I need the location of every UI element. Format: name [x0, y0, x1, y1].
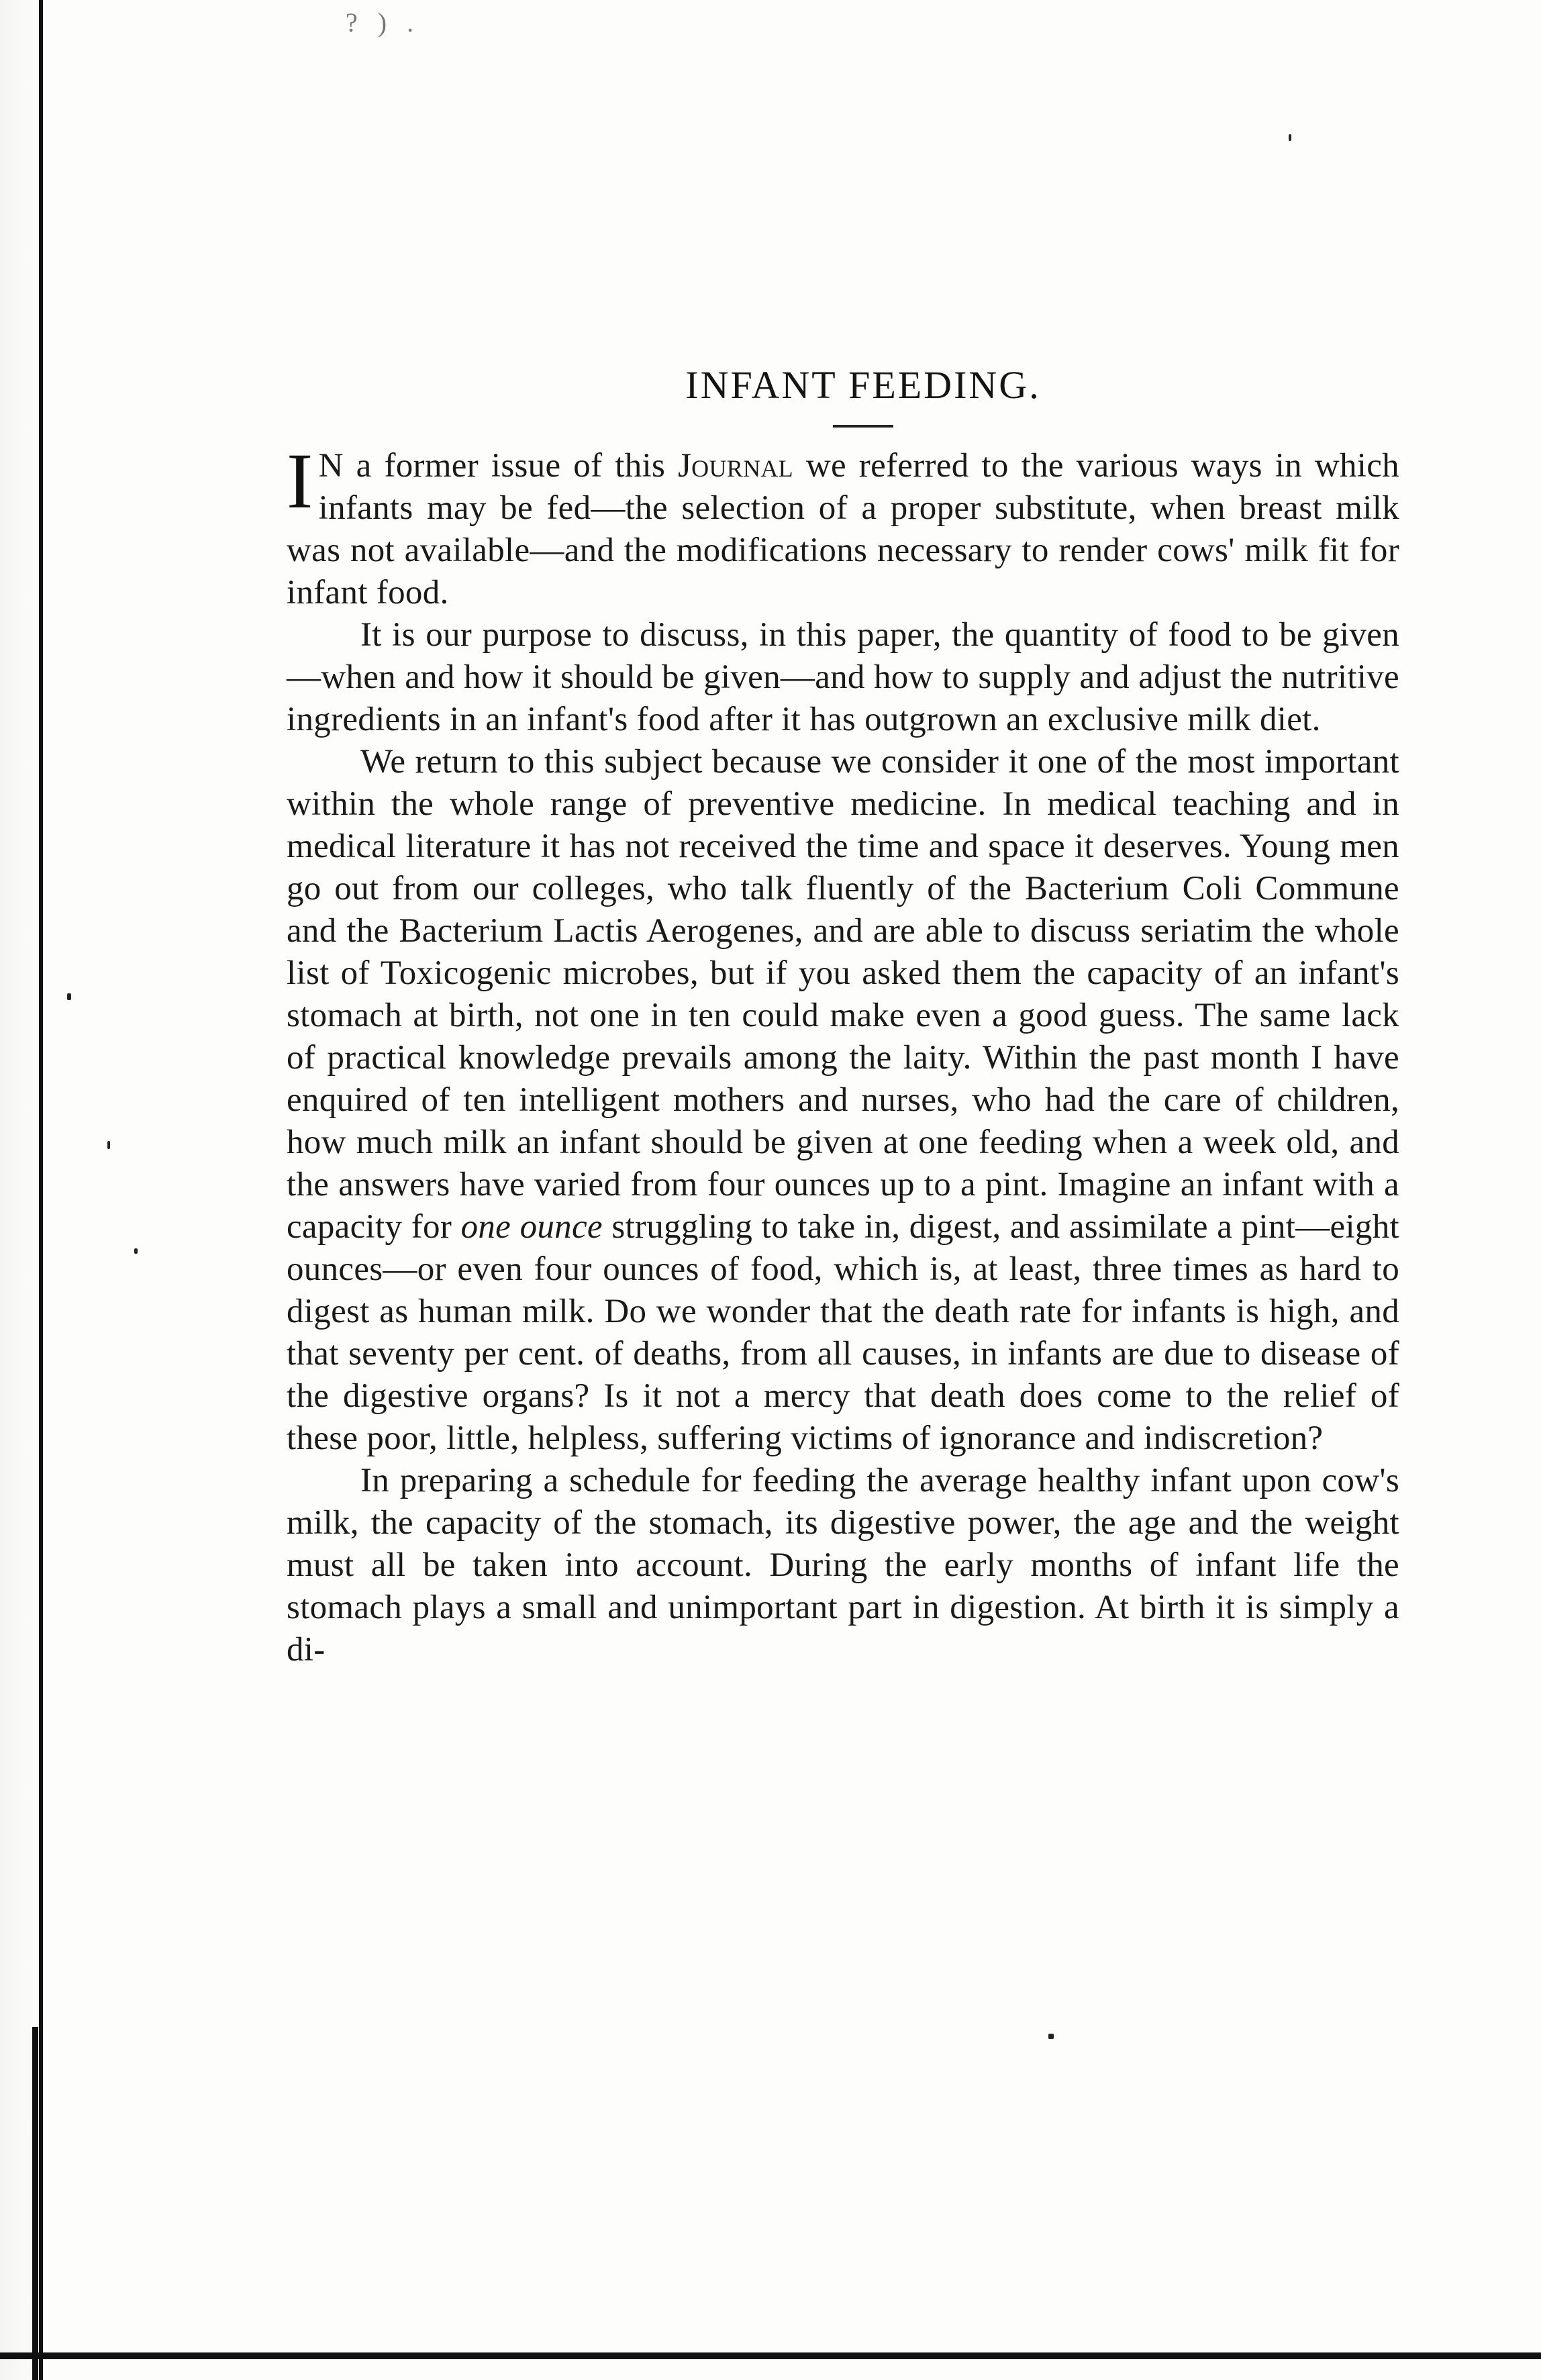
- paragraph: [287, 614, 1399, 741]
- binding-rule: [39, 0, 43, 2380]
- paragraph-text: N a former issue of this: [318, 447, 679, 485]
- journal-name: Journal: [678, 447, 793, 485]
- scan-speck: [134, 1248, 138, 1254]
- scan-speck: [1289, 134, 1291, 141]
- paragraph-text: we referred to the various ways in which infants may be fed—the selection of a proper substitute, when breast milk was not available—and the modifications necessary to render cows' milk fit for infant food.: [287, 447, 1399, 611]
- scan-speck: [107, 1141, 110, 1149]
- scan-speck: [1048, 2034, 1054, 2039]
- paragraph: [287, 741, 1399, 1460]
- title-rule: [833, 425, 893, 428]
- page-mark: ? ) .: [346, 7, 421, 38]
- scan-speck: [67, 993, 71, 1000]
- paragraph-text: In preparing a schedule for feeding the average healthy infant upon cow's milk, the capacity of the stomach, its digestive power, the age and the weight must all be taken into account. During the early months of infant life the stomach plays a small and unimportant part in digestion. At birth it is simply a di-: [287, 1462, 1399, 1669]
- paragraph: [287, 1460, 1399, 1671]
- paragraph-text: We return to this subject because we consider it one of the most important within the whole range of preventive medicine. In medical teaching and in medical literature it has not received the time and space it deserves. Young men go out from our colleges, who talk fluently of the Bacterium Coli Commune and the Bacterium Lactis Aerogenes, and are able to discuss seriatim the whole list of Toxicogenic microbes, but if you asked them the capacity of an infant's stomach at birth, not one in ten could make even a good guess. The same lack of practical knowledge prevails among the laity. Within the past month I have enquired of ten intelligent mothers and nurses, who had the care of children, how much milk an infant should be given at one feeding when a week old, and the answers have varied from four ounces up to a pint. Imagine an infant with a capacity for: [287, 743, 1399, 1246]
- article: [287, 362, 1399, 1671]
- article-title: INFANT FEEDING.: [685, 363, 1041, 407]
- article-body: [287, 437, 1399, 1671]
- emphasis-text: one ounce: [460, 1208, 603, 1246]
- paragraph-text: It is our purpose to discuss, in this paper, the quantity of food to be given—when and how it should be given—and how to supply and adjust the nutritive ingredients in an infant's food after it has outgrown an exclusive milk diet.: [287, 616, 1399, 738]
- drop-cap: I: [287, 437, 313, 525]
- binding-rule-lower: [32, 2027, 38, 2380]
- paragraph-text: struggling to take in, digest, and assimilate a pint—eight ounces—or even four ounces of food, which is, at least, three times as hard to digest as human milk. Do we wonder that the death rate for infants is high, and that seventy per cent. of deaths, from all causes, in infants are due to disease of the digestive organs? Is it not a mercy that death does come to the relief of these poor, little, helpless, suffering victims of ignorance and indiscretion?: [287, 1208, 1399, 1457]
- paragraph: [287, 437, 1399, 614]
- bottom-rule: [0, 2352, 1541, 2359]
